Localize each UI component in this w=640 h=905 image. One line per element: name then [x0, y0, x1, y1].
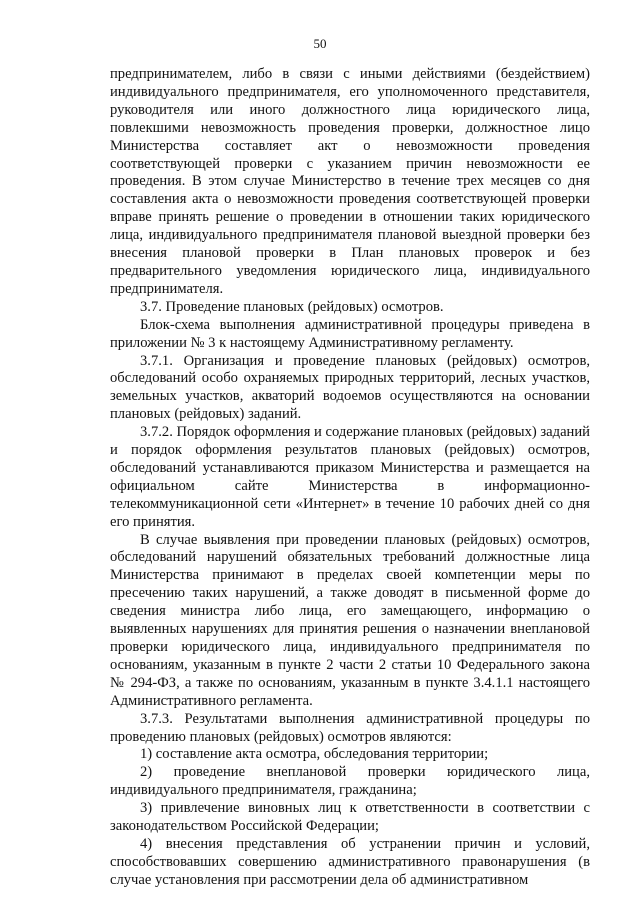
paragraph-block-diagram: Блок-схема выполнения административной процедуры приведена в приложении № 3 к настоящему Административному регламенту.	[110, 316, 590, 351]
list-item-3: 3) привлечение виновных лиц к ответственности в соответствии с законодательством Российской Федерации;	[110, 800, 590, 835]
list-item-1: 1) составление акта осмотра, обследования территории;	[140, 746, 489, 763]
page-number: 50	[313, 36, 327, 51]
document-body	[110, 66, 590, 890]
section-heading-3-7: 3.7. Проведение плановых (рейдовых) осмотров.	[140, 298, 444, 315]
paragraph-3-7-2: 3.7.2. Порядок оформления и содержание плановых (рейдовых) заданий и порядок оформления результатов плановых (рейдовых) осмотров, обследований устанавливаются приказом Министерства и размещается на официальном сайте Министерства в информационно-телекоммуникационной сети «Интернет» в течение 10 рабочих дней со дня его принятия.	[110, 424, 590, 530]
paragraph-3-7-3: 3.7.3. Результатами выполнения административной процедуры по проведению плановых (рейдовых) осмотров являются:	[110, 710, 590, 745]
paragraph-continuation: предпринимателем, либо в связи с иными действиями (бездействием) индивидуального предпринимателя, его уполномоченного представителя, руководителя или иного должностного лица юридического лица, повлекшими невозможность проведения проверки, должностное лицо Министерства составляет акт о невозможности проведения соответствующей проверки с указанием причин невозможности ее проведения. В этом случае Министерство в течение трех месяцев со дня составления акта о невозможности проведения соответствующей проверки вправе принять решение о проведении в отношении таких юридического лица, индивидуального предпринимателя плановой выездной проверки без внесения плановой проверки в План плановых проверок и без предварительного уведомления юридического лица, индивидуального предпринимателя.	[110, 66, 590, 297]
paragraph-violations: В случае выявления при проведении плановых (рейдовых) осмотров, обследований нарушений обязательных требований должностные лица Министерства принимают в пределах своей компетенции меры по пресечению таких нарушений, а также доводят в письменной форме до сведения министра либо лица, его замещающего, информацию о выявленных нарушениях для принятия решения о назначении внеплановой проверки юридического лица, индивидуального предпринимателя по основаниям, указанным в пункте 2 части 2 статьи 10 Федерального закона № 294-ФЗ, а также по основаниям, указанным в пункте 3.4.1.1 настоящего Административного регламента.	[110, 531, 590, 709]
list-item-4: 4) внесения представления об устранении причин и условий, способствовавших совершению административного правонарушения (в случае установления при рассмотрении дела об административном	[110, 835, 590, 888]
list-item-2: 2) проведение внеплановой проверки юридического лица, индивидуального предпринимателя, гражданина;	[110, 764, 590, 799]
paragraph-3-7-1: 3.7.1. Организация и проведение плановых (рейдовых) осмотров, обследований особо охраняемых природных территорий, лесных участков, земельных участков, акваторий водоемов осуществляются на основании плановых (рейдовых) заданий.	[110, 352, 590, 423]
